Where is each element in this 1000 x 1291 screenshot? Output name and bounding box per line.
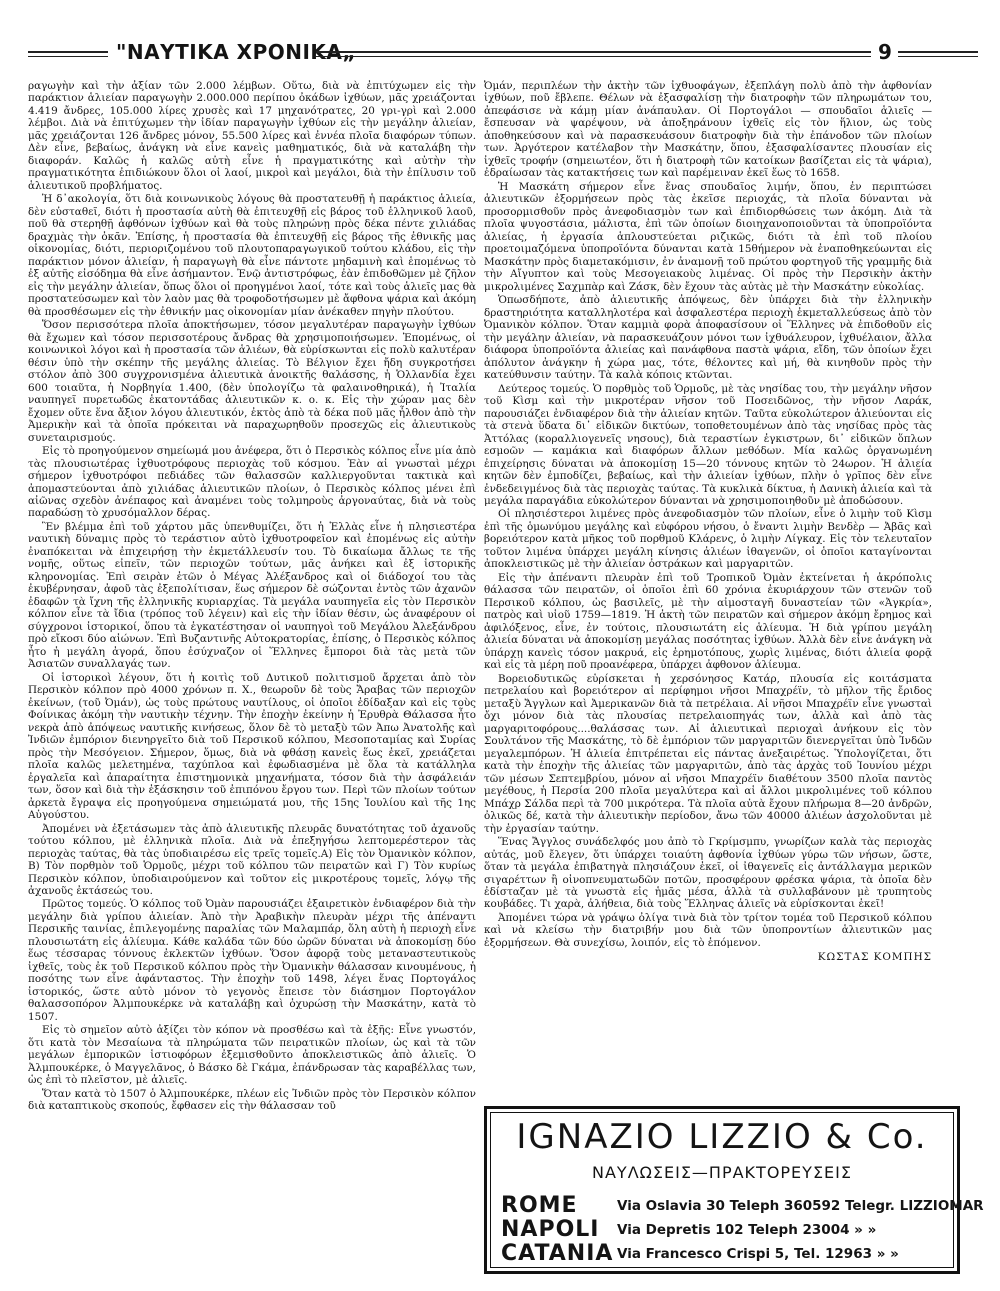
page-number: 9 — [878, 40, 892, 64]
page-header — [28, 40, 978, 68]
left-column — [28, 80, 476, 1205]
header-rule — [898, 51, 978, 57]
author-signature: ΚΩΣΤΑΣ ΚΟΜΠΗΣ — [817, 951, 932, 964]
ad-office-city: CATANIA — [501, 1241, 614, 1266]
ad-office-address: Via Oslavia 30 Teleph 360592 Telegr. LIZZIOMAR — [617, 1198, 984, 1214]
header-rule — [316, 51, 871, 57]
magazine-title: "ΝΑΥΤΙΚΑ ΧΡΟΝΙΚΑ„ — [116, 40, 357, 64]
ad-office-address: Via Depretis 102 Teleph 23004 » » — [617, 1222, 877, 1238]
ad-office-line — [501, 1217, 945, 1243]
paragraph: Ἡ δ᾿ακολογία, ὅτι διὰ κοινωνικοὺς λόγους θὰ προστατευθῇ ἡ παράκτιος ἁλιεία, δὲν εὐσταθεῖ, διότι ἡ προστασία αὐτὴ θὰ ἐπιτευχθῇ εἰς βάρος τοῦ ἑλληνικοῦ λαοῦ, ποῦ θὰ στερηθῇ ἀφθόνων ἰχθύων καὶ θὰ τοὺς πληρώνῃ πρὸς δέκα πέντε χιλιάδας δραχμὰς τὴν ὀκᾶν. Ἐπίσης, ἡ προστασία θὰ ἐπιτευχθῇ εἰς βάρος τῆς ἐθνικῆς μας οἰκονομίας, διότι, περιοριζομένου τοῦ πλουτοπαραγωγικοῦ τούτου κλάδου, εἰς τὴν παράκτιον μόνον ἁλιείαν, ἡ παραγωγὴ θὰ εἶνε πάντοτε μηδαμινὴ καὶ ἑπομένως τὸ ἐξ αὐτῆς εἰσόδημα θὰ εἶνε ἀσήμαντον. Ἐνῷ ἀντιστρόφως, ἐὰν ἐπιδοθῶμεν μὲ ζῆλον εἰς τὴν μεγάλην ἁλιείαν, ὅπως ὅλοι οἱ προηγμένοι λαοί, τότε καὶ τοὺς ἁλιεῖς μας θὰ προστατεύσωμεν καὶ τὸν λαὸν μας θὰ τροφοδοτήσωμεν μὲ ἄφθονα ψάρια καὶ ἀκόμη θὰ προσθέσωμεν εἰς τὴν ἐθνικήν μας οἰκονομίαν μίαν ἀνέκαθεν πηγὴν πλούτου. — [28, 193, 476, 318]
ad-office-city: ROME — [501, 1193, 578, 1218]
right-column — [484, 80, 932, 1087]
paragraph: Ὅταν κατὰ τὸ 1507 ὁ Ἀλμπουκέρκε, πλέων εἰς Ἰνδιῶν πρὸς τὸν Περσικὸν κόλπον διὰ καταπτικοὺς σκοπούς, ἔφθασεν εἰς τὴν θάλασσαν τοῦ — [28, 1087, 476, 1113]
paragraph: Εἰς τὸ προηγούμενον σημείωμά μου ἀνέφερα, ὅτι ὁ Περσικὸς κόλπος εἶνε μία ἀπὸ τὰς πλουσιωτέρας ἰχθυοτρόφους περιοχὰς τοῦ κόσμου. Ἐὰν αἱ γνωσταὶ μέχρι σήμερον ἰχθυοτρόφοι πεδιάδες τῶν θαλασσῶν καλλιεργοῦνται τακτικὰ καὶ ἀπομαστεύονται ἀπὸ χιλιάδας ἁλιευτικῶν πλοίων, ὁ Περσικὸς κόλπος μένει ἐπὶ αἰῶνας σχεδὸν ἀνέπαφος καὶ ἀναμένει τοὺς τολμηροὺς ἀργοναύτας, διὰ νὰ τοὺς παραδώσῃ τὸ χρυσόμαλλον δέρας. — [28, 445, 476, 520]
paragraph: Ὁπωσδήποτε, ἀπὸ ἁλιευτικῆς ἀπόψεως, δὲν ὑπάρχει διὰ τὴν ἑλληνικὴν δραστηριότητα καταλληλοτέρα καὶ ἀσφαλεστέρα περιοχὴ ἐκμεταλλεύσεως ἀπὸ τὸν Ὀμανικὸν κόλπον. Ὅταν καμμιὰ φορὰ ἀποφασίσουν οἱ Ἕλληνες νὰ ἐπιδοθοῦν εἰς τὴν μεγάλην ἁλιείαν, νὰ παρασκευάζουν μόνοι των ἰχθυάλευρον, ἰχθυέλαιον, ἄλλα διάφορα ὑποπροϊόντα ἁλιείας καὶ πανάφθονα παστὰ ψάρια, εἴδη, τῶν ὁποίων ἔχει ἀπόλυτον ἀνάγκην ἡ χώρα μας, τότε, θέλοντες καὶ μή, θὰ κινηθοῦν πρὸς τὴν κατεύθυνσιν ταύτην. Τὰ καλὰ κόποις κτῶνται. — [484, 294, 932, 382]
ad-office-city: NAPOLI — [501, 1217, 600, 1242]
paragraph: Βορειοδυτικῶς εὑρίσκεται ἡ χερσόνησος Κατάρ, πλουσία εἰς κοιτάσματα πετρελαίου καὶ βορειότερον αἱ περίφημοι νῆσοι Μπαχρέϊν, τὸ μῆλον τῆς ἔριδος μεταξὺ Ἄγγλων καὶ Ἀμερικανῶν διὰ τὰ πετρέλαια. Αἱ νῆσοι Μπαχρέϊν εἶνε γνωσταὶ ὄχι μόνον διὰ τὰς πλουσίας πετρελαιοπηγάς των, ἀλλὰ καὶ ἀπὸ τὰς μαργαριτοφόρους....θαλάσσας των. Αἱ ἁλιευτικαὶ περιοχαὶ ἀνήκουν εἰς τὸν Σουλτάνον τῆς Μασκάτης, τὸ δὲ ἐμπόριον τῶν μαργαριτῶν διενεργεῖται ὑπὸ Ἰνδῶν μεγαλεμπόρων. Ἡ ἁλιεία ἐπιτρέπεται εἰς πάντας ἀνεξαιρέτως. Ὑπολογίζεται, ὅτι κατὰ τὴν ἐποχὴν τῆς ἁλιείας τῶν μαργαριτῶν, ἀπὸ τὰς ἀρχὰς τοῦ Ἰουνίου μέχρι τῶν μέσων Σεπτεμβρίου, μόνον αἱ νῆσοι Μπαχρέϊν διαθέτουν 3500 πλοῖα παντὸς μεγέθους, ἡ Περσία 200 πλοῖα μεγαλύτερα καὶ αἱ ἄλλοι μικρολιμένες τοῦ κόλπου Μπάχρ Σάλδα περὶ τὰ 700 μικρότερα. Τὰ πλοῖα αὐτὰ ἔχουν πλήρωμα 8—20 ἀνδρῶν, ὀλικῶς δέ, κατὰ τὴν ἁλιευτικὴν περίοδον, ἄνω τῶν 40000 ἁλιέων ἀσχολοῦνται μὲ τὴν ἐργασίαν ταύτην. — [484, 672, 932, 835]
advertisement-inner-border — [490, 1112, 984, 1268]
paragraph: Ἡ Μασκάτη σήμερον εἶνε ἕνας σπουδαῖος λιμήν, ὅπου, ἐν περιπτώσει ἁλιευτικῶν ἐξορμήσεων πρὸς τὰς ἐκεῖσε περιοχάς, τὰ πλοῖα δύνανται νὰ προσορμισθοῦν πρὸς ἀνεφοδιασμὸν των καὶ ἐπιδιορθώσεις των ἀκόμη. Διὰ τὰ πλοῖα ψυγοστάσια, μάλιστα, ἐπὶ τῶν ὁποίων διοιηχανοποιοῦνται τὰ ὑποπροϊόντα ἁλιείας, ἡ ἐργασία ἁπλουστεύεται ριζικῶς, διότι τὰ ἐπὶ τοῦ πλοίου προετοιμαζόμενα ὑποπροϊόντα δύνανται κατὰ 15θήμερον νὰ ἐναποθηκεύωνται εἰς Μασκάτην πρὸς διαμετακόμισιν, ἐν ἀναμονῇ τοῦ πρώτου φορτηγοῦ τῆς γραμμῆς διὰ τὴν Αἴγυπτον καὶ τοὺς Μεσογειακοὺς λιμένας. Οἱ πρὸς τὴν Περσικὴν ἀκτὴν μικρολιμένες Σαχμπὰρ καὶ Ζάσκ, δὲν ἔχουν τὰς αὐτὰς μὲ τὴν Μασκάτην εὐκολίας. — [484, 180, 932, 293]
paragraph: Ἀπομένει νὰ ἐξετάσωμεν τὰς ἀπὸ ἁλιευτικῆς πλευρᾶς δυνατότητας τοῦ ἀχανοῦς τούτου κόλπου, μὲ ἑλληνικὰ πλοῖα. Διὰ νὰ ἐπεξηγήσω λεπτομερέστερον τὰς περιοχὰς ταύτας, θὰ τὰς ὑποδιαιρέσω εἰς τρεῖς τομεῖς.Α) Εἰς τὸν Ὀμανικὸν κόλπον, Β) Τὸν πορθμὸν τοῦ Ὁρμοῦς, μέχρι τοῦ κόλπου τῶν πειρατῶν καὶ Γ) Τὸν κυρίως Περσικὸν κόλπον, ὑποδιαιρούμενον καὶ τοῦτον εἰς μικροτέρους τομεῖς, λόγῳ τῆς ἀχανοῦς ἐκτάσεώς του. — [28, 822, 476, 897]
paragraph: Ἕνας Ἄγγλος συνάδελφός μου ἀπὸ τὸ Γκρίμσμπυ, γνωρίζων καλὰ τὰς περιοχὰς αὐτάς, μοῦ ἔλεγεν, ὅτι ὑπάρχει τοιαύτη ἀφθονία ἰχθύων γύρω τῶν νήσων, ὥστε, ὅταν τὰ μεγάλα ἐπιβατηγὰ πλησιάζουν ἐκεῖ, οἱ ἰθαγενεῖς εἰς ἀντάλλαγμα μερικῶν σιγαρέττων ἢ οἰνοπνευματωδῶν ποτῶν, προσφέρουν φρέσκα ψάρια, τὰ ὁποῖα δὲν ἐδίσταζαν μὲ τὰ γνωστὰ εἰς ἡμᾶς μέσα, ἀλλὰ τὰ συλλαβάνουν μὲ τρυπητοὺς κουβάδες. Τι χαρὰ, ἀλήθεια, διὰ τοὺς Ἕλληνας ἁλιεῖς νὰ εὑρίσκονται ἐκεῖ! — [484, 836, 932, 911]
ad-services: ΝΑΥΛΩΣΕΙΣ—ΠΡΑΚΤΟΡΕΥΣΕΙΣ — [592, 1163, 852, 1182]
paragraph: Οἱ πλησιέστεροι λιμένες πρὸς ἀνεφοδιασμὸν τῶν πλοίων, εἶνε ὁ λιμὴν τοῦ Κὶσμ ἐπὶ τῆς ὁμωνύμου μεγάλης καὶ εὐφόρου νήσου, ὁ ἔναντι λιμὴν Βενδὲρ — Ἀβᾶς καὶ βορειότερον κατὰ μῆκος τοῦ πορθμοῦ Κλάρενς, ὁ λιμὴν Λίγκαχ. Εἰς τὸν τελευταῖον τοῦτον λιμένα ὑπάρχει μεγάλη κίνησις ἁλιέων ἰθαγενῶν, οἱ ὁποῖοι καταγίνονται ἀποκλειστικῶς μὲ τὴν ἁλιείαν ὀστράκων καὶ μαργαριτῶν. — [484, 508, 932, 571]
paragraph: Ὅσον περισσότερα πλοῖα ἀποκτήσωμεν, τόσον μεγαλυτέραν παραγωγὴν ἰχθύων θὰ ἔχωμεν καὶ τόσον περισσοτέρους ἄνδρας θὰ χρησιμοποιήσωμεν. Ἑπομένως, οἱ κοινωνικοὶ λόγοι καὶ ἡ προστασία τῶν ἁλιέων, θὰ εὑρίσκωνται εἰς πολὺ καλυτέραν θέσιν ὑπὸ τὴν σκέπην τῆς μεγάλης ἁλιείας. Τὸ Βέλγιον ἔχει ἤδη συγκροτήσει στόλον ἀπὸ 300 συγχρονισμένα ἁλιευτικὰ ἀνοικτῆς θαλάσσης, ἡ Ὁλλανδία ἔχει 600 τοιαῦτα, ἡ Νορβηγία 1.400, (δὲν ὑπολογίζω τὰ φαλαινοθηρικά), ἡ Ἰταλία ναυπηγεῖ πυρετωδῶς ἑκατοντάδας ἁλιευτικῶν κ. ο. κ. Εἰς τὴν χώραν μας δὲν ἔχομεν οὔτε ἕνα ἄξιον λόγου ἁλιευτικόν, ἐκτὸς ἀπὸ τὰ δέκα ποῦ μᾶς ἦλθον ἀπὸ τὴν Ἀμερικὴν καὶ τὰ ὁποῖα πρόκειται νὰ παραχωρηθοῦν προσεχῶς εἰς ἁλιευτικοὺς συνεταιρισμούς. — [28, 319, 476, 444]
paragraph: Εἰς τὸ σημεῖον αὐτὸ ἀξίζει τὸν κόπον νὰ προσθέσω καὶ τὰ ἑξῆς: Εἶνε γνωστόν, ὅτι κατὰ τὸν Μεσαίωνα τὰ πληρώματα τῶν πειρατικῶν πλοίων, ὡς καὶ τὰ τῶν μεγάλων ἐμπορικῶν ἱστιοφόρων ἐξεμισθοῦντο ἀποκλειστικῶς ἀπὸ ἁλιεῖς. Ὁ Ἀλμπουκέρκε, ὁ Μαγγελᾶνος, ὁ Βάσκο δὲ Γκάμα, ἐπάνδρωσαν τὰς καραβέλλας των, ὡς ἐπὶ τὸ πλεῖστον, μὲ ἁλιεῖς. — [28, 1024, 476, 1087]
paragraph: Δεύτερος τομεύς. Ὁ πορθμὸς τοῦ Ὁρμοῦς, μὲ τὰς νησίδας του, τὴν μεγάλην νῆσον τοῦ Κὶσμ καὶ τὴν μικροτέραν νῆσον τοῦ Ποσειδῶνος, τὴν νῆσον Λαράκ, παρουσιάζει ἐνδιαφέρον διὰ τὴν ἁλιείαν κητῶν. Ταῦτα εὐκολώτερον ἁλιεύονται εἰς τὰ στενὰ ὕδατα δι᾿ εἰδικῶν δικτύων, τοποθετουμένων ἀπὸ τὰς νησίδας πρὸς τὰς Ἀττόλας (κοραλλιογενεῖς νησους), διὰ τεραστίων ἐγκιστρων, δι᾿ εἰδικῶν ὅπλων εσμοῶν — καμάκια καὶ διαφόρων ἄλλων μεθόδων. Μία καλῶς ὀργανωμένη ἐπιχείρησις δύναται νὰ ἀποκομίσῃ 15—20 τόννους κητῶν τὸ 24ωρον. Ἡ ἁλιεία κητῶν δὲν ἐμποδίζει, βεβαίως, καὶ τὴν ἁλιείαν ἰχθύων, πλὴν ὁ γρῖπος δὲν εἶνε ἐνδεδειγμένος διὰ τὰς περιοχὰς ταύτας. Τὰ κυκλικὰ δίκτυα, ἡ Δανικὴ ἁλιεία καὶ τὰ μεγάλα παραγάδια εὐκολώτερον δύνανται νὰ χρησιμοποιηθοῦν μὲ ἀποδώσουν. — [484, 382, 932, 507]
header-rule — [28, 51, 108, 57]
ad-company-name: IGNAZIO LIZZIO & Co. — [516, 1117, 928, 1157]
ad-office-line — [501, 1241, 945, 1267]
ad-office-address: Via Francesco Crispi 5, Tel. 12963 » » — [617, 1246, 899, 1262]
paragraph: Εἰς τὴν ἀπέναντι πλευρὰν ἐπὶ τοῦ Τροπικοῦ Ὀμὰν ἐκτείνεται ἡ ἀκρόπολις θάλασσα τῶν πειρατῶν, οἱ ὁποῖοι ἐπὶ 60 χρόνια ἐκυριάρχουν τῶν στενῶν τοῦ Περσικοῦ κόλπου, ὡς βασιλεῖς, μὲ τὴν αἰμοσταγῆ δυναστείαν τῶν «Ἀγκρία», πατρὸς καὶ υἱοῦ 1759—1819. Ἡ ἀκτὴ τῶν πειρατῶν καὶ σήμερον ἀκόμη ἔρημος καὶ ἀφιλόξενος, εἶνε, ἐν τούτοις, πλουσιωτάτη εἰς ἁλίευμα. Ἡ διὰ γρίπου μεγάλη ἁλιεία δύναται νὰ ἀποκομίσῃ μεγάλας ποσότητας ἰχθύων. Ἀλλὰ δὲν εἶνε ἀνάγκη νὰ ὑπάρχῃ κανεὶς τόσον μακρυά, εἰς ἐρημοτόπους, χωρὶς λιμένας, διότι ἁλιεία φορᾷ καὶ εἰς τὰ μέρη ποῦ προανέφερα, ὑπάρχει ἀφθονον ἁλίευμα. — [484, 571, 932, 672]
advertisement-box — [484, 1106, 984, 1274]
paragraph: Ἀπομένει τώρα νὰ γράψω ὀλίγα τινὰ διὰ τὸν τρίτον τομέα τοῦ Περσικοῦ κόλπου καὶ νὰ κλείσω τὴν διατριβήν μου διὰ τῶν ὑποπροντίων ἁλιευτικῶν μας ἐξορμήσεων. Θὰ συνεχίσω, λοιπόν, εἰς τὸ ἑπόμενον. — [484, 911, 932, 949]
paragraph: ραγωγὴν καὶ τὴν ἀξίαν τῶν 2.000 λέμβων. Οὕτω, διὰ νὰ ἐπιτύχωμεν εἰς τὴν παράκτιον ἁλιείαν παραγωγὴν 2.000.000 περίπου ὀκάδων ἰχθύων, μᾶς χρειάζονται 4.419 ἄνδρες, 105.000 λίρες χρυσὲς καὶ 17 μηχανότρατες, 20 γρι-γρὶ καὶ 2.000 λέμβοι. Διὰ νὰ ἐπιτύχωμεν τὴν ἰδίαν παραγωγὴν ἰχθύων εἰς τὴν μεγάλην ἁλιείαν, μᾶς χρειάζονται 126 ἄνδρες μόνον, 55.500 λίρες καὶ ἐννέα πλοῖα διαφόρων τύπων. Δὲν εἶνε, βεβαίως, ἀνάγκη νὰ εἶνε κανεὶς μαθηματικός, διὰ νὰ καταλάβη τὴν διαφοράν. Καλῶς ἡ καλῶς αὐτὴ εἶνε ἡ πραγματικότης καὶ αὐτὴν τὴν πραγματικότητα ἐπιδιώκουν ὅλοι οἱ λαοί, μικροὶ καὶ μεγάλοι, διὰ τὴν ἐπίλυσιν τοῦ ἁλιευτικοῦ προβλήματος. — [28, 80, 476, 192]
paragraph: Ὀμάν, περιπλέων τὴν ἀκτὴν τῶν ἰχθυοφάγων, ἐξεπλάγη πολὺ ἀπὸ τὴν ἀφθονίαν ἰχθύων, ποῦ ἔβλεπε. Θέλων νὰ ἐξασφαλίσῃ τὴν διατροφὴν τῶν πληρωμάτων του, ἀπεφάσισε νὰ κάμῃ μίαν ἀνάπαυλαν. Οἱ Πορτογάλοι — σπουδαῖοι ἁλιεῖς — ἔσπευσαν νὰ ψαρέψουν, νὰ ἀποξηράνουν ἰχθεῖς εἰς τὸν ἥλιον, ὡς τοὺς ἀποθηκεύσουν καὶ νὰ παρασκευάσουν διατροφὴν διὰ τὴν ἐπάνοδον τῶν πλοίων των. Ἀργότερον κατέλαβον τὴν Μασκάτην, ὅπου, ἐξασφαλίσαντες πλουσίαν εἰς ἰχθεῖς τροφήν (σημειωτέον, ὅτι ἡ διατροφὴ τῶν κατοίκων βασίζεται εἰς τὰ ψάρια), ἐδραίωσαν τὰς κατακτήσεις των καὶ παρέμειναν ἐκεῖ ἕως τὸ 1658. — [484, 80, 932, 180]
paragraph: Οἱ ἱστορικοὶ λέγουν, ὅτι ἡ κοιτὶς τοῦ Δυτικοῦ πολιτισμοῦ ἄρχεται ἀπὸ τὸν Περσικὸν κόλπον πρὸ 4000 χρόνων π. Χ., θεωροῦν δὲ τοὺς Ἄραβας τῶν περιοχῶν ἐκείνων, (τοῦ Ὀμάν), ὡς τοὺς πρώτους ναυτίλους, οἱ ὁποῖοι ἐδίδαξαν καὶ εἰς τοὺς Φοίνικας ἀκόμη τὴν ναυτικὴν τέχνην. Τὴν ἐποχὴν ἐκείνην ἡ Ἐρυθρὰ Θάλασσα ἦτο νεκρὰ ἀπὸ ἀπόψεως ναυτικῆς κινήσεως, ὅλον δὲ τὸ μεταξὺ τῶν Ἀπω Ἀνατολῆς καὶ Ἰνδιῶν ἐμπόριον διενηργεῖτο διὰ τοῦ Περσικοῦ κόλπου, Μεσοποταμίας καὶ Συρίας πρὸς τὴν Μεσόγειον. Σήμερον, ὅμως, διὰ νὰ φθάσῃ κανεὶς ἕως ἐκεῖ, χρειάζεται πλοῖα καλῶς μελετημένα, ταχύπλοα καὶ ἐφωδιασμένα μὲ ὅλα τὰ κατάλληλα ἐργαλεῖα καὶ ἀπαραίτητα ἐπιστημονικὰ μηχανήματα, τόσον διὰ τὴν ἀσφάλειάν των, ὅσον καὶ διὰ τὴν ἐξάσκησιν τοῦ ἐπιπόνου ἔργου των. Περὶ τῶν πλοίων τούτων ἀρκετὰ ἔγραψα εἰς προηγούμενα σημειώματά μου, τῆς 15ης Ἰουλίου καὶ τῆς 1ης Αὐγούστου. — [28, 671, 476, 822]
ad-office-line — [501, 1193, 984, 1219]
paragraph: Πρῶτος τομεύς. Ὁ κόλπος τοῦ Ὀμὰν παρουσιάζει ἐξαιρετικὸν ἐνδιαφέρον διὰ τὴν μεγάλην διὰ γρίπου ἁλιείαν. Ἀπὸ τὴν Ἀραβικὴν πλευρὰν μέχρι τῆς ἀπέναντι Περσικῆς ταινίας, ἐπιλεγομένης παραλίας τῶν Μαλαμπάρ, ὅλη αὐτὴ ἡ περιοχὴ εἶνε πλουσιωτάτη εἰς ἁλίευμα. Κάθε καλάδα τῶν δύο ὡρῶν δύναται νὰ ἀποκομίσῃ δύο ἕως τέσσαρας τόννους ἐκλεκτῶν ἰχθύων. Ὅσον ἀφορᾷ τοὺς μεταναστευτικοὺς ἰχθεῖς, τοὺς ἐκ τοῦ Περσικοῦ κόλπου πρὸς τὴν Ὀμανικὴν θάλασσαν κινουμένους, ἡ ποσότης των εἶνε ἀφάνταστος. Τὴν ἐποχὴν τοῦ 1498, λέγει ἕνας Πορτογάλος ἱστορικός, ὥστε αὐτὸ μόνον τὸ γεγονὸς ἔπεισε τὸν διάσημον Πορτογάλον θαλασσοπόρον Ἀλμπουκέρκε νὰ καταλάβῃ καὶ ὀχυρώσῃ τὴν Μασκάτην, κατὰ τὸ 1507. — [28, 898, 476, 1023]
paragraph: Ἓν βλέμμα ἐπὶ τοῦ χάρτου μᾶς ὑπενθυμίζει, ὅτι ἡ Ἑλλὰς εἶνε ἡ πλησιεστέρα ναυτικὴ δύναμις πρὸς τὸ τεράστιον αὐτὸ ἰχθυοτροφεῖον καὶ ἑπομένως εἰς αὐτὴν ἐναπόκειται νὰ ἐπιχειρήσῃ τὴν ἐκμετάλλευσίν του. Τὸ δικαίωμα ἄλλως τε τῆς νομῆς, οὕτως εἰπεῖν, τῶν περιοχῶν τούτων, μᾶς ἀνήκει καὶ ἐξ ἱστορικῆς κληρονομίας. Ἐπὶ σειρὰν ἐτῶν ὁ Μέγας Ἀλέξανδρος καὶ οἱ διάδοχοί του τὰς ἐκυβέρνησαν, ἀφοῦ τὰς ἐξεπολίτισαν, ἕως σήμερον δὲ σώζονται ἐντὸς τῶν ἀχανῶν ἐδαφῶν τὰ ἴχνη τῆς ἑλληνικῆς κυριαρχίας. Τὰ μεγάλα ναυπηγεῖα εἰς τὸν Περσικὸν κόλπον εἶνε τὰ ἴδια (τρόπος τοῦ λέγειν) καὶ εἰς τὴν ἰδίαν θέσιν, ὡς ἀναφέρουν οἱ σύγχρονοι ἱστορικοί, ὅπου τὰ ἐγκατέστησαν οἱ ναυπηγοὶ τοῦ Μεγάλου Ἀλεξάνδρου πρὸ εἴκοσι δύο αἰώνων. Ἐπὶ Βυζαντινῆς Αὐτοκρατορίας, ἐπίσης, ὁ Περσικὸς κόλπος ἦτο ἡ μεγάλη ἀγορά, ὅπου ἐσύχναζον οἱ Ἕλληνες ἔμποροι διὰ τὰς μετὰ τῶν Ἀσιατῶν συναλλαγάς των. — [28, 520, 476, 671]
